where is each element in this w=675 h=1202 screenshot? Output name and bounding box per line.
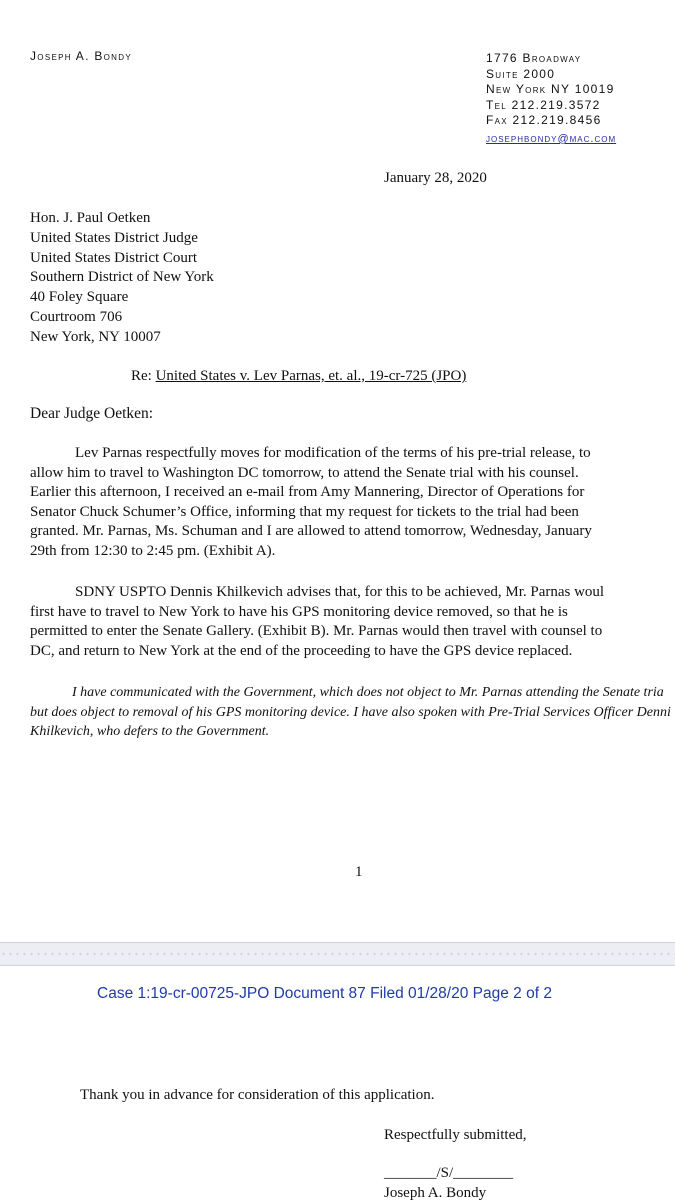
address-line: Tel 212.219.3572 — [486, 97, 601, 112]
signer-name: Joseph A. Bondy — [384, 1185, 487, 1201]
address-line: New York NY 10019 — [486, 82, 615, 96]
page-number: 1 — [355, 864, 363, 880]
paragraph-line: SDNY USPTO Dennis Khilkevich advises that, for this to be achieved, Mr. Parnas woul — [30, 584, 605, 600]
paragraph-line: but does object to removal of his GPS monitoring device. I have also spoken with Pre-Trial Services Officer Denni — [30, 704, 671, 720]
recipient-line: 40 Foley Square — [30, 289, 129, 306]
address-line: Suite 2000 — [486, 66, 556, 81]
salutation: Dear Judge Oetken: — [30, 405, 154, 422]
address-line: 1776 Broadway — [486, 51, 582, 65]
sender-address — [486, 51, 615, 129]
case-caption: United States v. Lev Parnas, et. al., 19-cr-725 (JPO) — [155, 368, 467, 384]
closing-respectfully: Respectfully submitted, — [384, 1127, 527, 1143]
recipient-line: United States District Court — [30, 249, 198, 266]
paragraph-line: Lev Parnas respectfully moves for modification of the terms of his pre-trial release, to — [30, 445, 591, 461]
paragraph-line: Senator Chuck Schumer’s Office, informing that my request for tickets to the trial had been — [30, 503, 579, 520]
paragraph-line: granted. Mr. Parnas, Ms. Schuman and I are allowed to attend tomorrow, Wednesday, January — [30, 523, 592, 539]
recipient-line: New York, NY 10007 — [30, 328, 161, 345]
signature-line: _______/S/________ — [384, 1165, 514, 1181]
paragraph-line: allow him to travel to Washington DC tomorrow, to attend the Senate trial with his counsel. — [30, 464, 579, 481]
sender-name: Joseph A. Bondy — [30, 49, 132, 63]
re-line — [131, 368, 466, 385]
paragraph-line: DC, and return to New York at the end of the proceeding to have the GPS device replaced. — [30, 642, 573, 659]
letter-date: January 28, 2020 — [384, 170, 487, 186]
paragraph-line: first have to travel to New York to have his GPS monitoring device removed, so that he is — [30, 603, 568, 620]
paragraph-line: permitted to enter the Senate Gallery. (Exhibit B). Mr. Parnas would then travel with counsel to — [30, 623, 603, 639]
re-prefix: Re: — [131, 368, 152, 384]
recipient-line: Courtroom 706 — [30, 308, 123, 325]
ecf-header: Case 1:19-cr-00725-JPO Document 87 Filed 01/28/20 Page 2 of 2 — [97, 985, 552, 1002]
paragraph-line: Earlier this afternoon, I received an e-mail from Amy Mannering, Director of Operations for — [30, 484, 585, 500]
closing-thanks: Thank you in advance for consideration of this application. — [80, 1087, 435, 1103]
recipient-block — [30, 209, 214, 348]
recipient-line: Southern District of New York — [30, 269, 214, 286]
address-line: Fax 212.219.8456 — [486, 113, 602, 127]
paragraph-line: Khilkevich, who defers to the Government. — [30, 724, 270, 739]
paragraph-line: 29th from 12:30 to 2:45 pm. (Exhibit A). — [30, 542, 276, 559]
page-separator — [0, 942, 675, 966]
recipient-line: Hon. J. Paul Oetken — [30, 210, 151, 226]
paragraph-2 — [30, 583, 675, 661]
paragraph-line: I have communicated with the Government, which does not object to Mr. Parnas attending the Senate tria — [30, 685, 664, 700]
paragraph-1 — [30, 444, 675, 561]
paragraph-3 — [30, 683, 675, 742]
recipient-line: United States District Judge — [30, 229, 198, 246]
email-link[interactable]: josephbondy@mac.com — [486, 133, 617, 145]
